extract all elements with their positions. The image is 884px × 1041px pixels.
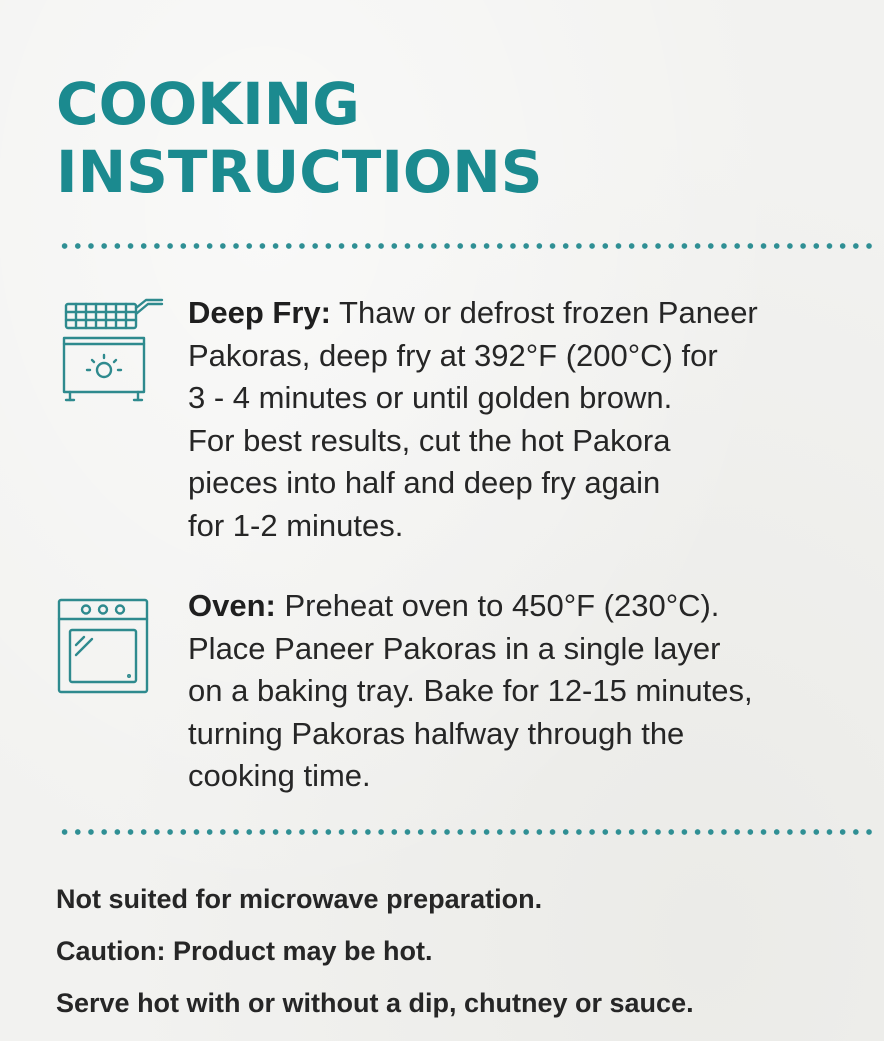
oven-text-3: on a baking tray. Bake for 12-15 minutes, [188, 673, 753, 708]
deep-fry-text-3: 3 - 4 minutes or until golden brown. [188, 380, 673, 415]
note-caution: Caution: Product may be hot. [56, 936, 433, 966]
dotted-divider-bottom [58, 828, 876, 836]
title-line-2: INSTRUCTIONS [56, 138, 543, 206]
oven-text-4: turning Pakoras halfway through the [188, 715, 685, 751]
note-serving: Serve hot with or without a dip, chutney or sauce. [56, 988, 694, 1018]
oven-text-1: Preheat oven to 450°F (230°C). [284, 588, 720, 623]
deep-fry-label: Deep Fry: [188, 295, 331, 330]
oven-line-1 [188, 585, 868, 628]
deep-fry-text-5: pieces into half and deep fry again [188, 465, 661, 500]
deep-fry-text-6: for 1-2 minutes. [188, 507, 404, 543]
dotted-divider-top [58, 242, 876, 250]
note-microwave: Not suited for microwave preparation. [56, 884, 543, 914]
title-line-1: COOKING [56, 70, 360, 138]
deep-fryer-icon [58, 292, 168, 407]
deep-fry-text-4: For best results, cut the hot Pakora [188, 422, 671, 458]
deep-fry-line-1 [188, 292, 868, 335]
deep-fry-text-2: Pakoras, deep fry at 392°F (200°C) for [188, 337, 718, 373]
deep-fry-text-1: Thaw or defrost frozen Paneer [339, 295, 758, 330]
page-title [56, 70, 543, 206]
notes-section [56, 873, 876, 1029]
deep-fry-instructions [188, 292, 868, 547]
oven-icon [56, 597, 150, 697]
oven-instructions [188, 585, 868, 798]
oven-text-5: cooking time. [188, 758, 371, 793]
oven-label: Oven: [188, 588, 276, 623]
oven-text-2: Place Paneer Pakoras in a single layer [188, 630, 721, 666]
